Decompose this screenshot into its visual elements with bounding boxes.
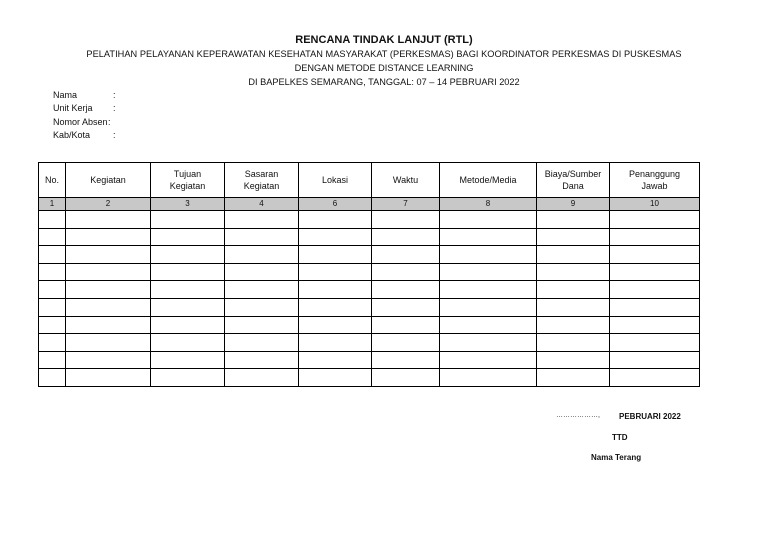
table-cell — [537, 246, 610, 264]
table-cell — [39, 334, 66, 352]
table-cell — [66, 351, 151, 369]
column-number: 4 — [225, 198, 299, 211]
table-cell — [610, 246, 700, 264]
table-row — [39, 351, 700, 369]
table-cell — [440, 228, 537, 246]
table-cell — [39, 263, 66, 281]
rtl-table — [38, 162, 700, 387]
table-cell — [537, 211, 610, 229]
column-number: 7 — [372, 198, 440, 211]
field-label: Unit Kerja — [53, 103, 93, 114]
table-cell — [440, 211, 537, 229]
table-cell — [440, 246, 537, 264]
table-cell — [66, 316, 151, 334]
table-cell — [610, 298, 700, 316]
table-cell — [299, 228, 372, 246]
table-cell — [610, 351, 700, 369]
document-title: RENCANA TINDAK LANJUT (RTL) — [295, 34, 473, 46]
table-row — [39, 281, 700, 299]
column-header: Waktu — [372, 163, 440, 198]
table-cell — [440, 351, 537, 369]
table-cell — [225, 298, 299, 316]
table-cell — [39, 211, 66, 229]
table-cell — [610, 369, 700, 387]
table-cell — [372, 246, 440, 264]
table-cell — [440, 334, 537, 352]
table-cell — [151, 228, 225, 246]
table-cell — [225, 334, 299, 352]
table-cell — [151, 369, 225, 387]
table-cell — [225, 316, 299, 334]
table-cell — [372, 211, 440, 229]
table-cell — [39, 281, 66, 299]
table-cell — [610, 228, 700, 246]
table-cell — [66, 211, 151, 229]
table-cell — [151, 281, 225, 299]
table-cell — [372, 316, 440, 334]
field-colon: : — [108, 116, 111, 127]
table-row — [39, 369, 700, 387]
table-cell — [299, 211, 372, 229]
table-cell — [299, 281, 372, 299]
table-cell — [151, 263, 225, 281]
table-cell — [39, 316, 66, 334]
table-cell — [299, 316, 372, 334]
table-cell — [66, 369, 151, 387]
table-cell — [537, 228, 610, 246]
table-cell — [299, 351, 372, 369]
field-colon: : — [113, 103, 116, 114]
column-number: 3 — [151, 198, 225, 211]
table-number-row — [39, 198, 700, 211]
column-header: Biaya/Sumber Dana — [537, 163, 610, 198]
column-number: 8 — [440, 198, 537, 211]
table-cell — [537, 298, 610, 316]
column-number: 10 — [610, 198, 700, 211]
table-cell — [372, 281, 440, 299]
field-label: Nomor Absen — [53, 116, 108, 127]
table-cell — [537, 334, 610, 352]
table-cell — [372, 369, 440, 387]
subtitle-location-date: DI BAPELKES SEMARANG, TANGGAL: 07 – 14 PEBRUARI 2022 — [248, 77, 520, 87]
table-cell — [39, 228, 66, 246]
table-cell — [537, 351, 610, 369]
table-cell — [610, 334, 700, 352]
column-number: 2 — [66, 198, 151, 211]
table-cell — [39, 351, 66, 369]
table-cell — [299, 298, 372, 316]
table-cell — [225, 263, 299, 281]
table-cell — [299, 369, 372, 387]
table-cell — [537, 316, 610, 334]
table-cell — [66, 298, 151, 316]
table-cell — [225, 369, 299, 387]
subtitle-method: DENGAN METODE DISTANCE LEARNING — [294, 63, 474, 73]
field-label: Nama — [53, 90, 78, 100]
column-header: Tujuan Kegiatan — [151, 163, 225, 198]
table-cell — [440, 369, 537, 387]
table-cell — [537, 263, 610, 281]
table-cell — [151, 334, 225, 352]
table-header-row — [39, 163, 700, 198]
table-cell — [299, 263, 372, 281]
table-cell — [225, 211, 299, 229]
table-cell — [610, 316, 700, 334]
table-cell — [225, 351, 299, 369]
table-row — [39, 211, 700, 229]
column-number: 1 — [39, 198, 66, 211]
signature-place-blank: ………………, — [556, 412, 600, 419]
signature-ttd: TTD — [612, 433, 628, 442]
table-cell — [440, 281, 537, 299]
signature-name: Nama Terang — [591, 453, 642, 462]
column-header: Kegiatan — [66, 163, 151, 198]
table-row — [39, 316, 700, 334]
table-cell — [537, 281, 610, 299]
table-cell — [610, 281, 700, 299]
signature-date: PEBRUARI 2022 — [619, 412, 681, 421]
column-header: Penanggung Jawab — [610, 163, 700, 198]
table-cell — [372, 351, 440, 369]
table-cell — [440, 263, 537, 281]
column-header: No. — [39, 163, 66, 198]
column-header: Metode/Media — [440, 163, 537, 198]
table-row — [39, 228, 700, 246]
table-cell — [39, 298, 66, 316]
table-cell — [151, 351, 225, 369]
table-cell — [372, 228, 440, 246]
table-cell — [299, 334, 372, 352]
subtitle-training: PELATIHAN PELAYANAN KEPERAWATAN KESEHATAN MASYARAKAT (PERKESMAS) BAGI KOORDINATOR PERKESMAS DI PUSKESMAS — [86, 49, 682, 59]
table-cell — [151, 316, 225, 334]
table-cell — [537, 369, 610, 387]
column-header: Sasaran Kegiatan — [225, 163, 299, 198]
table-cell — [610, 263, 700, 281]
field-colon: : — [113, 90, 116, 100]
table-row — [39, 334, 700, 352]
table-cell — [66, 281, 151, 299]
table-cell — [372, 263, 440, 281]
column-header: Lokasi — [299, 163, 372, 198]
field-label: Kab/Kota — [53, 129, 91, 140]
table-cell — [151, 246, 225, 264]
table-row — [39, 263, 700, 281]
table-cell — [66, 228, 151, 246]
table-cell — [440, 298, 537, 316]
table-cell — [440, 316, 537, 334]
table-cell — [372, 298, 440, 316]
table-row — [39, 246, 700, 264]
table-row — [39, 298, 700, 316]
table-cell — [66, 246, 151, 264]
field-colon: : — [113, 129, 116, 140]
table-cell — [372, 334, 440, 352]
table-cell — [66, 263, 151, 281]
table-cell — [225, 281, 299, 299]
table-cell — [225, 246, 299, 264]
table-cell — [610, 211, 700, 229]
table-cell — [39, 369, 66, 387]
table-cell — [299, 246, 372, 264]
column-number: 6 — [299, 198, 372, 211]
table-cell — [151, 211, 225, 229]
table-cell — [151, 298, 225, 316]
table-cell — [225, 228, 299, 246]
table-cell — [39, 246, 66, 264]
column-number: 9 — [537, 198, 610, 211]
table-cell — [66, 334, 151, 352]
